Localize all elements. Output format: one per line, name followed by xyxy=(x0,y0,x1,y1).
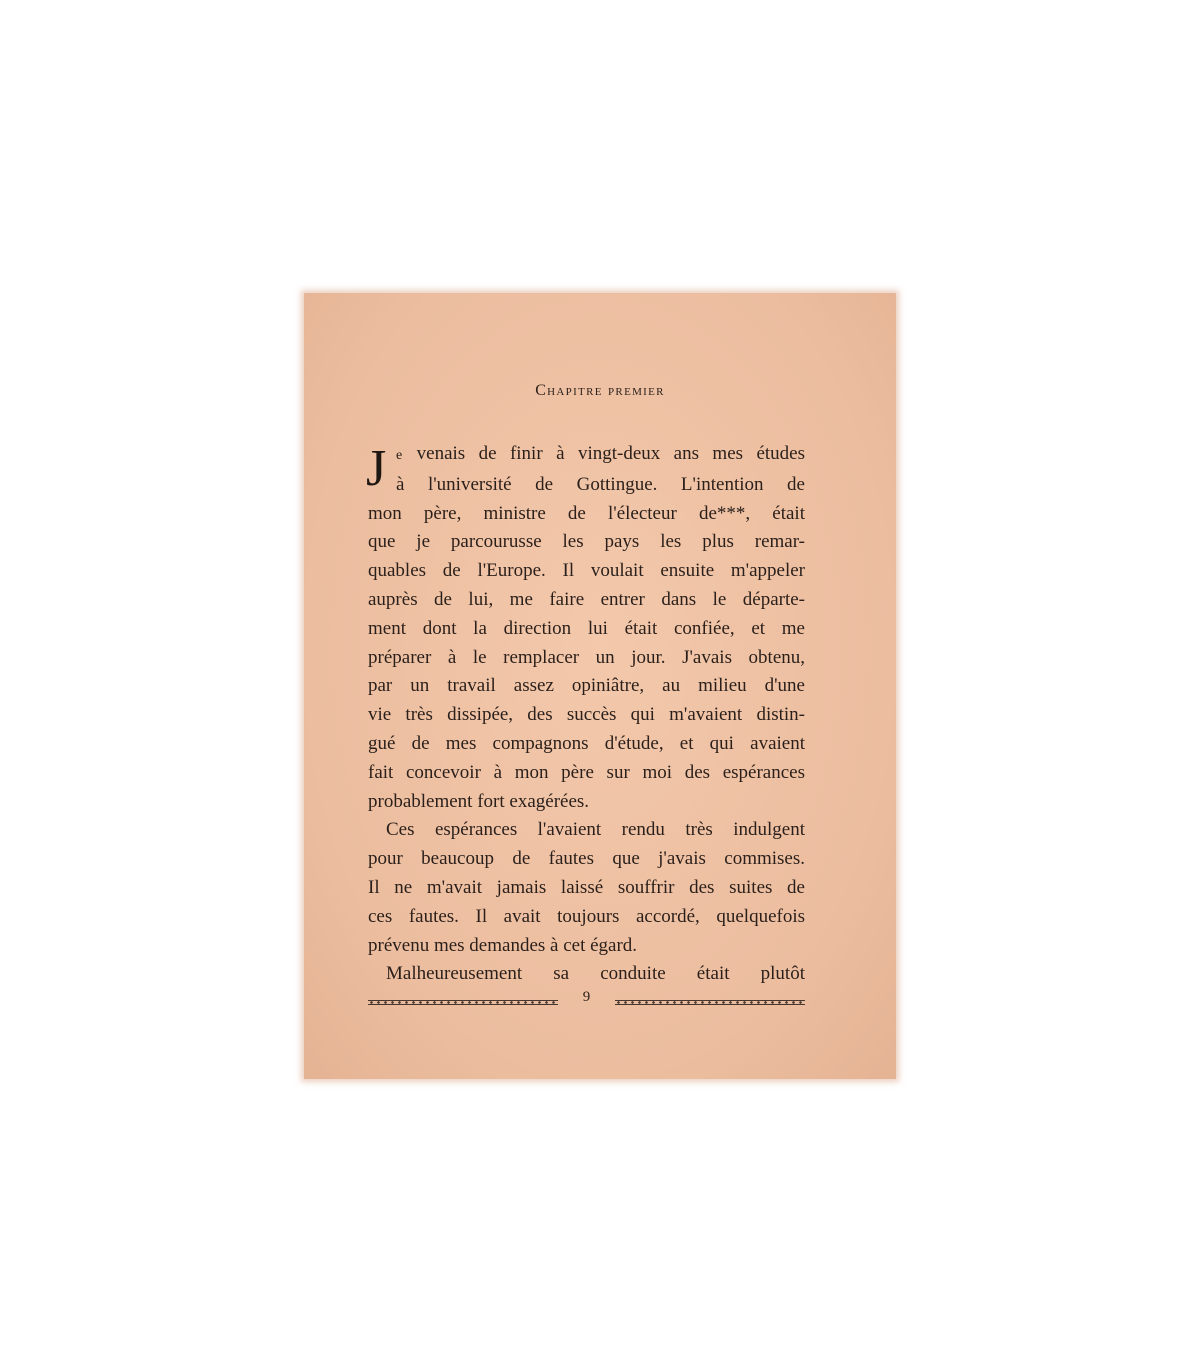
chapter-title: Chapitre premier xyxy=(535,382,665,399)
text-line xyxy=(368,960,805,989)
line-text: Ces espérances l'avaient rendu très indulgent xyxy=(386,819,805,841)
text-line: ces fautes. Il avait toujours accordé, quelquefois xyxy=(368,905,805,927)
book-page xyxy=(304,293,896,1079)
body-text xyxy=(368,440,805,989)
paragraph-3 xyxy=(368,960,805,989)
line-text: venais de finir à vingt-deux ans mes études xyxy=(416,443,805,464)
text-line: que je parcourusse les pays les plus remar- xyxy=(368,531,805,553)
text-line xyxy=(368,440,805,471)
text-line xyxy=(368,816,805,845)
footer-ornament-right xyxy=(615,1000,805,1005)
first-word-rest: e xyxy=(396,448,404,463)
text-line: préparer à le remplacer un jour. J'avais obtenu, xyxy=(368,646,805,668)
text-line: probablement fort exagérées. xyxy=(368,790,590,812)
text-line: ment dont la direction lui était confiée, et me xyxy=(368,617,805,639)
line-text: Malheureusement sa conduite était plutôt xyxy=(386,963,805,985)
text-line: gué de mes compagnons d'étude, et qui avaient xyxy=(368,732,805,754)
drop-cap: J xyxy=(366,440,387,497)
text-line: mon père, ministre de l'électeur de***, était xyxy=(368,502,805,524)
text-line: fait concevoir à mon père sur moi des espérances xyxy=(368,761,805,783)
paragraph-2 xyxy=(368,816,805,960)
text-line: par un travail assez opiniâtre, au milieu d'une xyxy=(368,675,805,697)
text-line: pour beaucoup de fautes que j'avais commises. xyxy=(368,848,805,870)
text-line: vie très dissipée, des succès qui m'avaient distin- xyxy=(368,704,805,726)
page-footer xyxy=(368,991,805,1011)
text-line: auprès de lui, me faire entrer dans le départe- xyxy=(368,588,805,610)
text-line: quables de l'Europe. Il voulait ensuite m'appeler xyxy=(368,560,805,582)
page-number: 9 xyxy=(582,989,591,1005)
text-line: prévenu mes demandes à cet égard. xyxy=(368,934,638,956)
text-line: Il ne m'avait jamais laissé souffrir des suites de xyxy=(368,876,805,898)
text-line: à l'université de Gottingue. L'intention de xyxy=(396,473,805,495)
paragraph-1 xyxy=(368,440,805,816)
